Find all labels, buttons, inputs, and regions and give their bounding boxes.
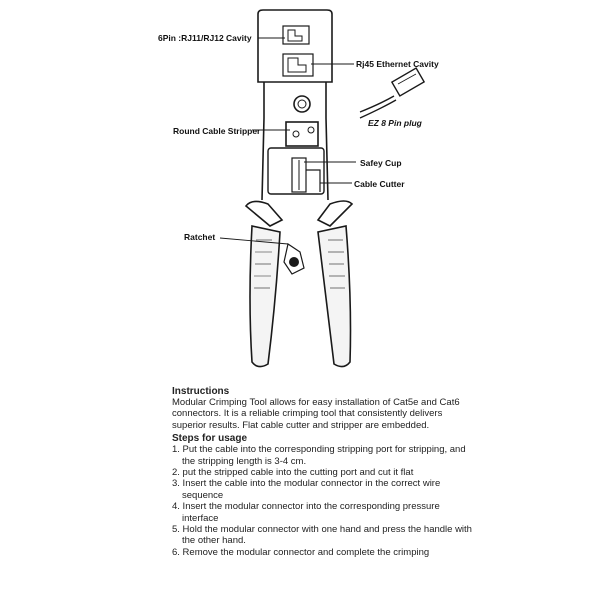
instructions-body: Modular Crimping Tool allows for easy installation of Cat5e and Cat6 connectors. It is a reliable crimping tool that consistently delivers superior results. Flat cable cutter and stripper are embedded. xyxy=(172,397,460,431)
right-handle xyxy=(318,226,351,367)
step-item: 6. Remove the modular connector and complete the crimping xyxy=(172,546,430,558)
left-handle xyxy=(250,226,280,367)
step-item: 1. Put the cable into the corresponding stripping port for stripping, and the stripping length is 3-4 cm. xyxy=(172,444,466,467)
instructions-section xyxy=(172,386,472,558)
cutter-frame xyxy=(268,148,324,194)
label-round-cable-stripper: Round Cable Stripper xyxy=(173,126,261,136)
label-safety-cup: Safey Cup xyxy=(360,158,402,168)
step-item: 3. Insert the cable into the modular connector in the correct wire sequence xyxy=(172,478,441,501)
instructions-heading: Instructions xyxy=(172,386,230,397)
steps-heading: Steps for usage xyxy=(172,433,248,445)
step-item: 4. Insert the modular connector into the corresponding pressure interface xyxy=(172,501,440,524)
step-item: 5. Hold the modular connector with one hand and press the handle with the other hand. xyxy=(172,524,472,547)
tool-head xyxy=(258,10,332,82)
label-ratchet: Ratchet xyxy=(184,232,216,242)
label-rj11-rj12-cavity: 6Pin :RJ11/RJ12 Cavity xyxy=(158,33,252,43)
ez-plug xyxy=(392,68,424,96)
label-ez-plug: EZ 8 Pin plug xyxy=(368,118,422,128)
pivot-bolt xyxy=(294,96,310,112)
step-item: 2. put the stripped cable into the cutting port and cut it flat xyxy=(172,467,414,479)
stripper-plate xyxy=(286,122,318,146)
right-grip-flange xyxy=(318,201,352,226)
left-grip-flange xyxy=(246,201,282,226)
label-cable-cutter: Cable Cutter xyxy=(354,179,405,189)
label-rj45-ethernet-cavity: Rj45 Ethernet Cavity xyxy=(356,59,439,69)
steps-list xyxy=(172,444,472,558)
cable-cutter xyxy=(306,170,320,192)
